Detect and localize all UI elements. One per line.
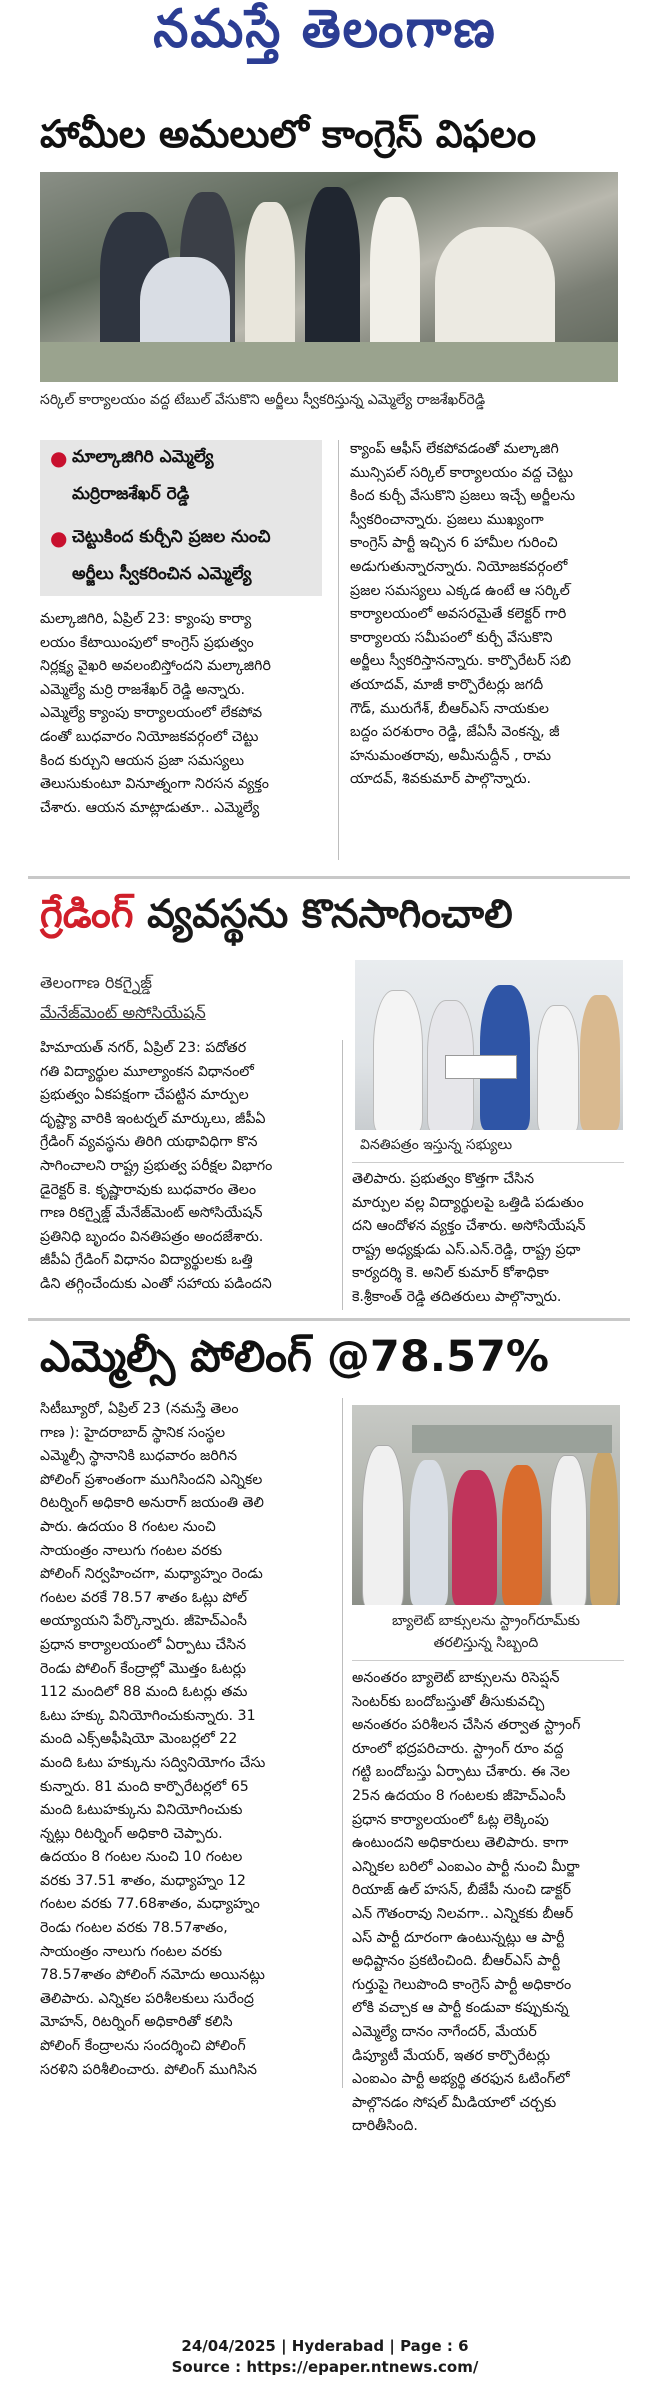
text-line: అర్జీలు స్వీకరిస్తానన్నారు. కార్పొరేటర్ సబి [350,653,571,670]
text-line: స్వీకరించాన్నారు. ప్రజలు ముఖ్యంగా [350,511,544,528]
story2-headline [40,892,513,946]
text-line: పాల్గొనడం సోషల్ మీడియాలో చర్చకు [352,2094,557,2111]
text-line: ప్రతినిధి బృందం వినతిపత్రం అందజేశారు. [40,1228,264,1245]
story2-source [40,968,206,1028]
text-line: లోకి వచ్చాక ఆ పార్టీ కండువా కప్పుకున్న [352,2000,569,2017]
story1-photo-caption: సర్కిల్ కార్యాలయం వద్ద టేబుల్ వేసుకొని అర్జీలు స్వీకరిస్తున్న ఎమ్మెల్యే రాజశేఖర్‌రెడ్డి [40,392,486,408]
text-line: రియాజ్ ఉల్ హసన్, బీజేపీ నుంచి డాక్టర్ [352,1882,571,1899]
text-line: మున్సిపల్ సర్కిల్ కార్యాలయం వద్ద చెట్టు [350,464,573,481]
text-line: ఓటు హక్కు వినియోగించుకున్నారు. 31 [40,1707,256,1724]
text-line: కార్యాలయంలో అవసరమైతే కలెక్టర్ గారి [350,606,567,623]
text-line: ఎంఐఎం పార్టీ అభ్యర్థి తరఫున ఓటింగ్‌లో [352,2071,570,2088]
story3-right-column [352,1667,624,2139]
text-line: ఎన్ గౌతంరావు నిలవగా.. ఎన్నికకు బీఆర్ [352,1905,574,1922]
text-line: మంది ఓటుహక్కును వినియోగించుకు [40,1802,243,1819]
column-divider [342,1398,343,2088]
text-line: గతి విద్యార్థుల మూల్యాంకన విధానంలో [40,1063,254,1080]
masthead [0,0,650,70]
text-line: గాణ ): హైదరాబాద్ స్థానిక సంస్థల [40,1424,226,1441]
story1-right-column [350,438,620,792]
text-line: రిటర్నింగ్ అధికారి అనురాగ్ జయంతి తెలి [40,1495,264,1512]
text-line: నిర్లక్ష్య వైఖరి అవలంబిస్తోందని మల్కాజిగిరి [40,658,271,675]
text-line: దారితీసింది. [352,2118,418,2135]
highlight-line: అర్జీలు స్వీకరించిన ఎమ్మెల్యే [72,564,252,584]
bullet-icon: ● [50,526,68,550]
text-line: డిప్యూటీ మేయర్, ఇతర కార్పొరేటర్లు [352,2047,551,2064]
text-line: రూంలో భద్రపరిచారు. స్ట్రాంగ్ రూం వద్ద [352,1740,564,1757]
text-line: రెండు గంటల వరకు 78.57శాతం, [40,1920,228,1937]
text-line: సెంటర్‌కు బందోబస్తుతో తీసుకువచ్చి [352,1693,545,1710]
story2-right-column [352,1168,624,1310]
text-line: అనంతరం పరిశీలన చేసిన తర్వాత స్ట్రాంగ్ [352,1717,581,1734]
text-line: తెలుసుకుంటూ వినూత్నంగా నిరసన వ్యక్తం [40,776,269,793]
caption-rule [352,1162,624,1163]
text-line: సాయంత్రం నాలుగు గంటల వరకు [40,1943,223,1960]
text-line: గంటల వరకే 78.57 శాతం ఓట్లు పోల్ [40,1589,248,1606]
text-line: వరకు 37.51 శాతం, మధ్యాహ్నం 12 [40,1872,246,1889]
highlight-line: మర్రిరాజశేఖర్ రెడ్డి [72,484,190,504]
text-line: పోలింగ్ కేంద్రాలను సందర్శించి పోలింగ్ [40,2038,246,2055]
text-line: ప్రధాన కార్యాలయంలో ఏర్పాటు చేసిన [40,1636,247,1653]
column-divider [338,440,339,860]
footer-date-line: 24/04/2025 | Hyderabad | Page : 6 [181,2337,469,2355]
story3-left-column [40,1398,336,2082]
text-line: గాణ రికగ్నైజ్డ్ మేనేజ్‌మెంట్ అసోసియేషన్ [40,1205,263,1222]
story3-photo-caption [352,1610,620,1654]
story2-headline-rest: వ్యవస్థను కొనసాగించాలి [133,892,513,937]
text-line: గ్రేడింగ్ వ్యవస్థను తిరిగి యథావిధిగా కొన [40,1134,258,1151]
caption-rule [352,1660,624,1661]
highlight-line: మాల్కాజిగిరి ఎమ్మెల్యే [72,447,214,467]
story2-headline-highlight: గ్రేడింగ్ [40,892,134,937]
bullet-icon: ● [50,446,68,470]
caption-line: తరలిస్తున్న సిబ్బంది [433,1635,539,1651]
section-separator [28,876,630,879]
footer-source-line[interactable]: Source : https://epaper.ntnews.com/ [171,2358,479,2376]
text-line: దని ఆందోళన వ్యక్తం చేశారు. అసోసియేషన్ [352,1218,586,1235]
masthead-title: నమస్తే తెలంగాణ [153,0,497,60]
text-line: ఎమ్మెల్యే దానం నాగేందర్, మేయర్ [352,2023,537,2040]
text-line: మోహన్, రిటర్నింగ్ అధికారితో కలిసి [40,2014,233,2031]
text-line: రెండు పోలింగ్ కేంద్రాల్లో మొత్తం ఓటర్లు [40,1660,246,1677]
text-line: ఎమ్మెల్యే క్యాంపు కార్యాలయంలో లేకపోవ [40,705,263,722]
text-line: బద్దం పరశురాం రెడ్డి, జేఏసీ వెంకన్న, జీ [350,724,560,741]
text-line: క్యాంప్ ఆఫీస్ లేకపోవడంతో మల్కాజిగి [350,441,559,457]
text-line: పోలింగ్ ప్రశాంతంగా ముగిసిందని ఎన్నికల [40,1471,263,1488]
story2-left-column [40,1037,335,1297]
text-line: 78.57శాతం పోలింగ్ నమోదు అయినట్లు [40,1967,265,1984]
text-line: దృష్ట్యా వారికి ఇంటర్నల్ మార్కులు, జీపీఏ [40,1110,266,1127]
text-line: సరళిని పరిశీలించారు. పోలింగ్ ముగిసిన [40,2061,258,2078]
text-line: ఎమ్మెల్యే మర్రి రాజశేఖర్ రెడ్డి అన్నారు. [40,681,246,698]
story1-headline: హామీల అమలులో కాంగ్రెస్ విఫలం [40,112,536,156]
text-line: హనుమంతరావు, అమీనుద్దీన్ , రామ [350,747,551,764]
text-line: కె.శ్రీకాంత్ రెడ్డి తదితరులు పాల్గొన్నారు. [352,1288,562,1305]
text-line: కార్యాలయ సమీపంలో కుర్చీ వేసుకొని [350,629,553,646]
text-line: 25న ఉదయం 8 గంటలకు జీహెచ్ఎంసీ [352,1787,566,1804]
text-line: కాంగ్రెస్ పార్టీ ఇచ్చిన 6 హామీల గురించి [350,535,558,552]
text-line: అయ్యాయని పేర్కొన్నారు. జీహెచ్ఎంసీ [40,1613,248,1630]
text-line: డైరెక్టర్ కె. కృష్ణారావుకు బుధవారం తెలం [40,1181,257,1198]
text-line: గుర్తుపై గెలుపొంది కాంగ్రెస్ పార్టీ అధికారం [352,1976,572,1993]
text-line: తెలిపారు. ప్రభుత్వం కొత్తగా చేసిన [352,1171,535,1187]
text-line: చేశారు. ఆయన మాట్లాడుతూ.. ఎమ్మెల్యే [40,799,260,816]
story1-left-column [40,608,324,820]
text-line: పారు. ఉదయం 8 గంటల నుంచి [40,1518,216,1535]
story3-photo [352,1405,620,1605]
story2-photo [355,960,623,1130]
text-line: గంటల వరకు 77.68శాతం, మధ్యాహ్నం [40,1896,260,1913]
source-line: మేనేజ్‌మెంట్ అసోసియేషన్ [40,1003,206,1022]
text-line: సిటీబ్యూరో, ఏప్రిల్ 23 (నమస్తే తెలం [40,1401,239,1417]
section-separator [28,1318,630,1321]
text-line: అడుగుతున్నారన్నారు. నియోజకవర్గంలో [350,558,568,575]
text-line: తెలిపారు. ఎన్నికల పరిశీలకులు సురేంద్ర [40,1990,254,2007]
text-line: హిమాయత్ నగర్, ఏప్రిల్ 23: పదోతర [40,1040,247,1056]
text-line: గౌడ్, మురుగేశ్, బీఆర్‌ఎస్ నాయకుల [350,700,549,717]
text-line: అధిష్టానం ప్రకటించింది. బీఆర్‌ఎస్ పార్టీ [352,1953,561,1970]
text-line: 112 మందిలో 88 మంది ఓటర్లు తమ [40,1684,248,1701]
highlight-line: చెట్టుకింద కుర్చీని ప్రజల నుంచి [72,527,271,547]
text-line: తయాదవ్, మాజీ కార్పొరేటర్లు జగదీ [350,676,544,693]
text-line: ఎన్నికల బరిలో ఎంఐఎం పార్టీ నుంచి మీర్జా [352,1858,580,1875]
text-line: మంది ఎక్స్‌అఫీషియో మెంబర్లలో 22 [40,1731,238,1748]
text-line: గట్టి బందోబస్తు ఏర్పాటు చేశారు. ఈ నెల [352,1764,570,1781]
text-line: మార్పుల వల్ల విద్యార్థులపై ఒత్తిడి పడుతుం [352,1194,584,1211]
text-line: రాష్ట్ర అధ్యక్షుడు ఎస్.ఎన్.రెడ్డి, రాష్ట్ర ప్రధా [352,1241,581,1258]
text-line: డంతో బుధవారం నియోజకవర్గంలో చెట్టు [40,728,259,745]
text-line: ప్రజల సమస్యలు ఎక్కడ ఉంటే ఆ సర్కిల్ [350,582,570,599]
story1-photo [40,172,618,382]
text-line: పోలింగ్ నిర్వహించగా, మధ్యాహ్నం రెండు [40,1566,263,1583]
text-line: సాయంత్రం నాలుగు గంటల వరకు [40,1542,223,1559]
story3-headline: ఎమ్మెల్సీ పోలింగ్ @78.57% [40,1332,550,1382]
text-line: మంది ఓటు హక్కును సద్వినియోగం చేసు [40,1754,266,1771]
text-line: ఉంటుందని అధికారులు తెలిపారు. కాగా [352,1835,569,1852]
text-line: అనంతరం బ్యాలెట్ బాక్సులను రిసెప్షన్ [352,1670,560,1686]
text-line: న్నట్లు రిటర్నింగ్ అధికారి చెప్పారు. [40,1825,223,1842]
text-line: కింద కుర్చీ వేసుకొని ప్రజలు ఇచ్చే అర్జీలను [350,488,576,505]
text-line: సాగించాలని రాష్ట్ర ప్రభుత్వ పరీక్షల విభాగం [40,1157,273,1174]
text-line: డిని తగ్గించేందుకు ఎంతో సహాయ పడిందని [40,1275,272,1292]
text-line: ఉదయం 8 గంటల నుంచి 10 గంటల [40,1849,243,1866]
text-line: కింద కుర్చుని ఆయన ప్రజా సమస్యలు [40,752,245,769]
source-line: తెలంగాణ రికగ్నైజ్డ్ [40,973,152,992]
text-line: ప్రభుత్వం ఏకపక్షంగా చేపట్టిన మార్పుల [40,1087,249,1104]
text-line: లయం కేటాయింపులో కాంగ్రెస్ ప్రభుత్వం [40,634,254,651]
text-line: యాదవ్, శివకుమార్ పాల్గొన్నారు. [350,771,532,788]
text-line: జీపీఏ గ్రేడింగ్ విధానం విద్యార్థులకు ఒత్తి [40,1252,253,1269]
story2-photo-caption: వినతిపత్రం ఇస్తున్న సభ్యులు [360,1137,513,1153]
text-line: ఎమ్మెల్సీ స్థానానికి బుధవారం జరిగిన [40,1448,238,1465]
text-line: ప్రధాన కార్యాలయంలో ఓట్ల లెక్కింపు [352,1811,549,1828]
caption-line: బ్యాలెట్ బాక్సులను స్ట్రాంగ్‌రూమ్‌కు [392,1613,580,1629]
text-line: ఎస్ పార్టీ దూరంగా ఉంటున్నట్లు ఆ పార్టీ [352,1929,565,1946]
text-line: కార్యదర్శి కె. అనిల్ కుమార్ కోశాధికా [352,1265,549,1282]
column-divider [342,1040,343,1310]
text-line: కున్నారు. 81 మంది కార్పొరేటర్లలో 65 [40,1778,249,1795]
text-line: మల్కాజిగిరి, ఏప్రిల్ 23: క్యాంపు కార్యా [40,611,252,627]
